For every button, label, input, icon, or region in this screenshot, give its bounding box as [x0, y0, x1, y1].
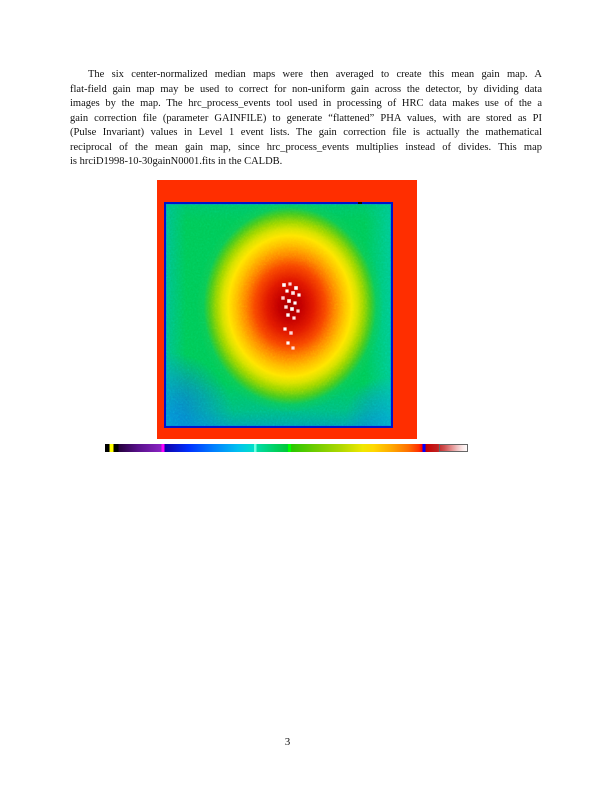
gain-map-image: [164, 202, 393, 428]
noise-texture: [166, 204, 391, 426]
paragraph-line: flat-field gain map may be used to correct for non-uniform gain across the detector, by dividing data: [70, 83, 542, 95]
paragraph-line: reciprocal of the mean gain map, since hrc_process_events multiplies instead of divides. This map: [70, 141, 542, 153]
body-paragraph: [70, 68, 542, 170]
colorbar-end-outline: [439, 444, 468, 452]
paragraph-line: (Pulse Invariant) values in Level 1 event lists. The gain correction file is actually the mathematical: [70, 127, 542, 138]
paragraph-line: The six center-normalized median maps were then averaged to create this mean gain map. A: [88, 69, 542, 80]
center-speckles: [166, 204, 168, 206]
paragraph-line: gain correction file (parameter GAINFILE) to generate “flattened” PHA values, with are stored as PI: [70, 112, 542, 124]
page-number: 3: [284, 736, 291, 748]
paragraph-line: is hrciD1998-10-30gainN0001.fits in the CALDB.: [70, 156, 283, 167]
gain-map-figure-frame: [157, 180, 417, 439]
colorbar: [105, 444, 468, 452]
paragraph-line: images by the map. The hrc_process_events tool used in processing of HRC data makes use of the a: [70, 98, 542, 109]
border-dot: [358, 202, 362, 204]
